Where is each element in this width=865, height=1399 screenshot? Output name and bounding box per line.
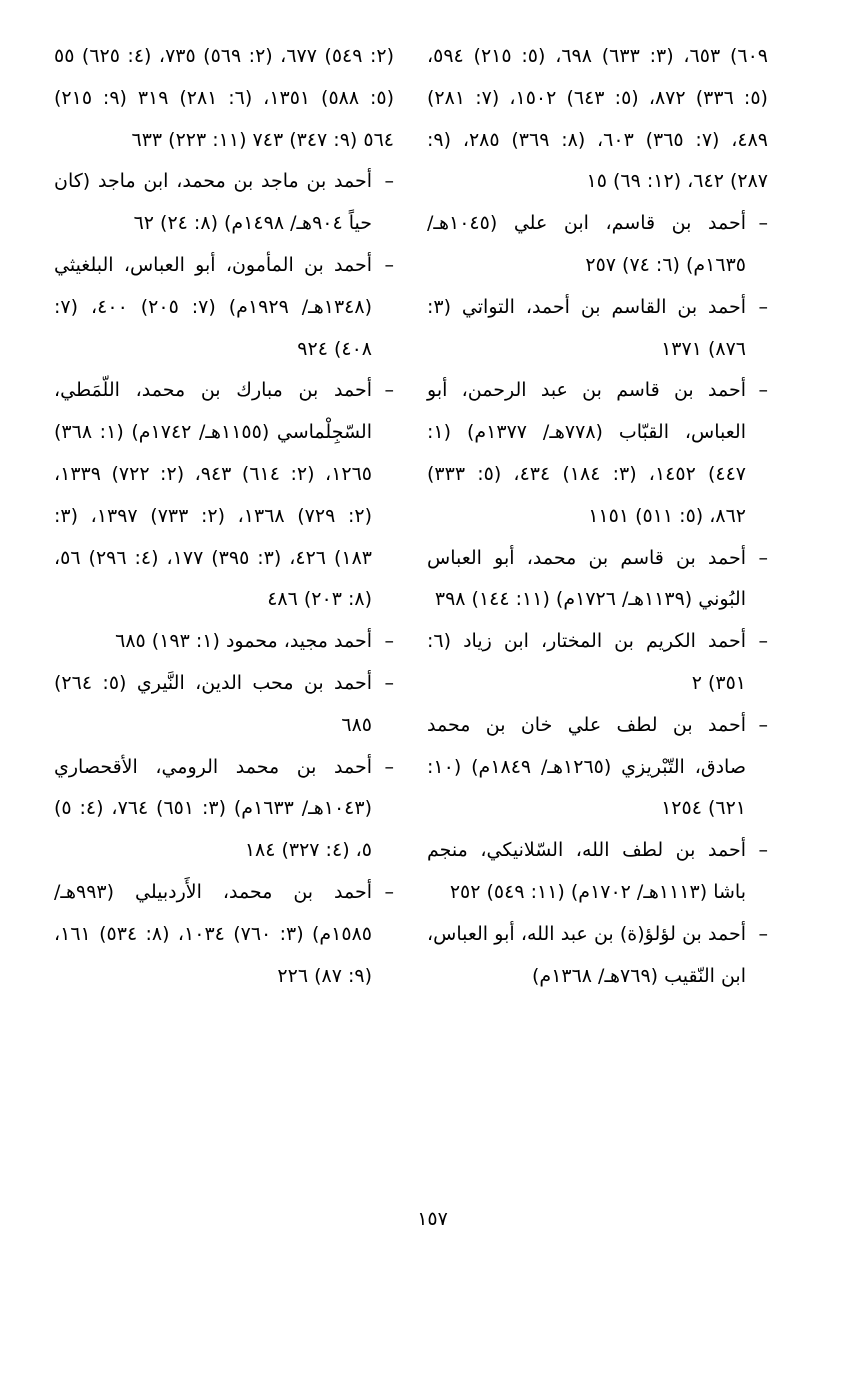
entry-dash: – [384,671,394,694]
index-entry [54,663,394,747]
index-entry [54,621,394,663]
entry-dash: – [758,839,768,862]
index-entry [427,370,768,537]
entry-dash: – [758,630,768,653]
index-entry [427,705,768,830]
entry-dash: – [384,379,394,402]
entry-dash: – [384,253,394,276]
index-entry [427,830,768,914]
entry-text: أحمد مجيد، محمود (١: ١٩٣) ٦٨٥ [115,630,372,653]
entry-dash: – [758,379,768,402]
entry-dash: – [758,546,768,569]
entry-text: أحمد بن مبارك بن محمد، اللّمَطي، السّجِلْماسي (١١٥٥هـ/ ١٧٤٢م) (١: ٣٦٨) ١٢٦٥، (٢: ٦١٤) ٩٤٣، (٢: ٧٢٢) ١٣٣٩، (٢: ٧٢٩) ١٣٦٨، (٢: ٧٣٣) ١٣٩٧، (٣: ١٨٣) ٤٢٦، (٣: ٣٩٥) ١٧٧، (٤: ٢٩٦) ٥٦، (٨: ٢٠٣) ٤٨٦ [54,379,373,611]
entry-dash: – [758,212,768,235]
index-entry [427,914,768,998]
index-entry [427,538,768,622]
entry-text: أحمد بن قاسم بن محمد، أبو العباس البُوني (١١٣٩هـ/ ١٧٢٦م) (١١: ١٤٤) ٣٩٨ [427,546,746,611]
index-entry [54,747,394,872]
entry-text: أحمد بن لطف علي خان بن محمد صادق، التّبْريزي (١٢٦٥هـ/ ١٨٤٩م) (١٠: ٦٢١) ١٢٥٤ [427,713,746,820]
index-continuation: (٢: ٥٤٩) ٦٧٧، (٢: ٥٦٩) ٧٣٥، (٤: ٦٢٥) ٥٥ (٥: ٥٨٨) ١٣٥١، (٦: ٢٨١) ٣١٩ (٩: ٢١٥) ٥٦٤ (٩: ٣٤٧) ٧٤٣ (١١: ٢٢٣) ٦٣٣ [54,45,394,151]
entry-dash: – [384,880,394,903]
entry-text: أحمد بن لؤلؤ(ة) بن عبد الله، أبو العباس، ابن النّقيب (٧٦٩هـ/ ١٣٦٨م) [427,922,746,987]
entry-dash: – [758,922,768,945]
entry-dash: – [758,295,768,318]
index-entry [54,872,394,997]
index-continuation: ٦٠٩) ٦٥٣، (٣: ٦٣٣) ٦٩٨، (٥: ٢١٥) ٥٩٤، (٥: ٣٣٦) ٨٧٢، (٥: ٦٤٣) ١٥٠٢، (٧: ٢٨١) ٤٨٩، (٧: ٣٦٥) ٦٠٣، (٨: ٣٦٩) ٢٨٥، (٩: ٢٨٧) ٦٤٢، (١٢: ٦٩) ١٥ [427,45,768,193]
entry-text: أحمد بن قاسم، ابن علي (١٠٤٥هـ/ ١٦٣٥م) (٦: ٧٤) ٢٥٧ [427,212,746,276]
index-entry [427,287,768,371]
entry-dash: – [384,170,394,193]
index-entry [54,161,394,245]
entry-text: أحمد بن محب الدين، النَّيري (٥: ٢٦٤) ٦٨٥ [54,671,372,736]
entry-text: أحمد بن القاسم بن أحمد، التواتي (٣: ٨٧٦) ١٣٧١ [427,295,746,360]
index-entry [427,621,768,705]
entry-text: أحمد بن قاسم بن عبد الرحمن، أبو العباس، القبّاب (٧٧٨هـ/ ١٣٧٧م) (١: ٤٤٧) ١٤٥٢، (٣: ١٨٤) ٤٣٤، (٥: ٣٣٣) ٨٦٢، (٥: ٥١١) ١١٥١ [427,379,746,527]
page-number: ١٥٧ [417,1208,448,1230]
index-entry [427,203,768,287]
entry-dash: – [384,630,394,653]
entry-text: أحمد الكريم بن المختار، ابن زياد (٦: ٣٥١) ٢ [427,630,746,694]
entry-text: أحمد بن المأمون، أبو العباس، البلغيثي (١٣٤٨هـ/ ١٩٢٩م) (٧: ٢٠٥) ٤٠٠، (٧: ٤٠٨) ٩٢٤ [54,253,372,360]
entry-text: أحمد بن لطف الله، السّلانيكي، منجم باشا (١١١٣هـ/ ١٧٠٢م) (١١: ٥٤٩) ٢٥٢ [427,839,746,903]
entry-text: أحمد بن محمد الرومي، الأقحصاري (١٠٤٣هـ/ ١٦٣٣م) (٣: ٦٥١) ٧٦٤، (٤: ٥) ٥، (٤: ٣٢٧) ١٨٤ [54,755,372,862]
index-entry [54,370,394,621]
entry-text: أحمد بن محمد، الأَردبيلي (٩٩٣هـ/ ١٥٨٥م) (٣: ٧٦٠) ١٠٣٤، (٨: ٥٣٤) ١٦١، (٩: ٨٧) ٢٢٦ [54,880,372,987]
entry-dash: – [384,755,394,778]
entry-text: أحمد بن ماجد بن محمد، ابن ماجد (كان حياً ٩٠٤هـ/ ١٤٩٨م) (٨: ٢٤) ٦٢ [54,170,372,235]
left-column [54,36,394,997]
entry-dash: – [758,713,768,736]
index-entry [54,245,394,370]
right-column [427,36,768,997]
